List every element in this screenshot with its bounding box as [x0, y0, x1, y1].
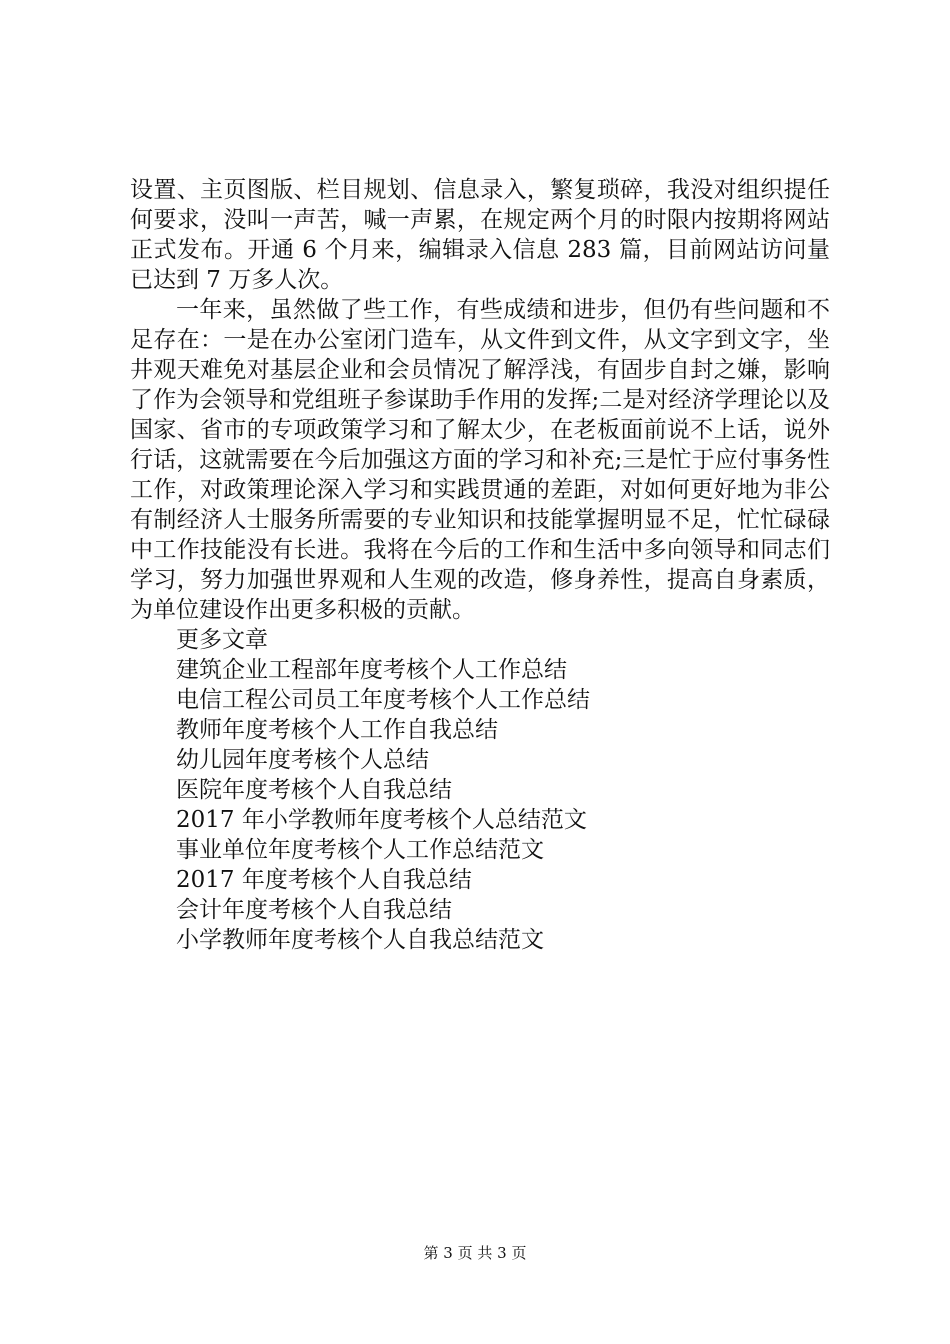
more-articles-list — [130, 655, 830, 955]
article-link[interactable]: 小学教师年度考核个人自我总结范文 — [176, 927, 544, 953]
paragraph-2: 一年来，虽然做了些工作，有些成绩和进步，但仍有些问题和不足存在：一是在办公室闭门造车，从文件到文件，从文字到文字，坐井观天难免对基层企业和会员情况了解浮浅，有固步自封之嫌，影响了作为会领导和党组班子参谋助手作用的发挥;二是对经济学理论以及国家、省市的专项政策学习和了解太少，在老板面前说不上话，说外行话，这就需要在今后加强这方面的学习和补充;三是忙于应付事务性工作，对政策理论深入学习和实践贯通的差距，对如何更好地为非公有制经济人士服务所需要的专业知识和技能掌握明显不足，忙忙碌碌中工作技能没有长进。我将在今后的工作和生活中多向领导和同志们学习，努力加强世界观和人生观的改造，修身养性，提高自身素质，为单位建设作出更多积极的贡献。 — [130, 297, 830, 623]
page-footer: 第 3 页 共 3 页 — [423, 1244, 527, 1262]
article-link[interactable]: 电信工程公司员工年度考核个人工作总结 — [176, 687, 590, 713]
article-link[interactable]: 2017 年度考核个人自我总结 — [176, 867, 472, 893]
document-body — [130, 175, 830, 955]
article-link[interactable]: 会计年度考核个人自我总结 — [176, 897, 452, 923]
article-link[interactable]: 建筑企业工程部年度考核个人工作总结 — [176, 657, 567, 683]
article-link[interactable]: 医院年度考核个人自我总结 — [176, 777, 452, 803]
more-articles-heading: 更多文章 — [176, 627, 268, 653]
article-link[interactable]: 事业单位年度考核个人工作总结范文 — [176, 837, 544, 863]
paragraph-1: 设置、主页图版、栏目规划、信息录入，繁复琐碎，我没对组织提任何要求，没叫一声苦，喊一声累，在规定两个月的时限内按期将网站正式发布。开通 6 个月来，编辑录入信息 283 篇，目前网站访问量已达到 7 万多人次。 — [130, 177, 830, 293]
article-link[interactable]: 幼儿园年度考核个人总结 — [176, 747, 429, 773]
article-link[interactable]: 2017 年小学教师年度考核个人总结范文 — [176, 807, 587, 833]
article-link[interactable]: 教师年度考核个人工作自我总结 — [176, 717, 498, 743]
